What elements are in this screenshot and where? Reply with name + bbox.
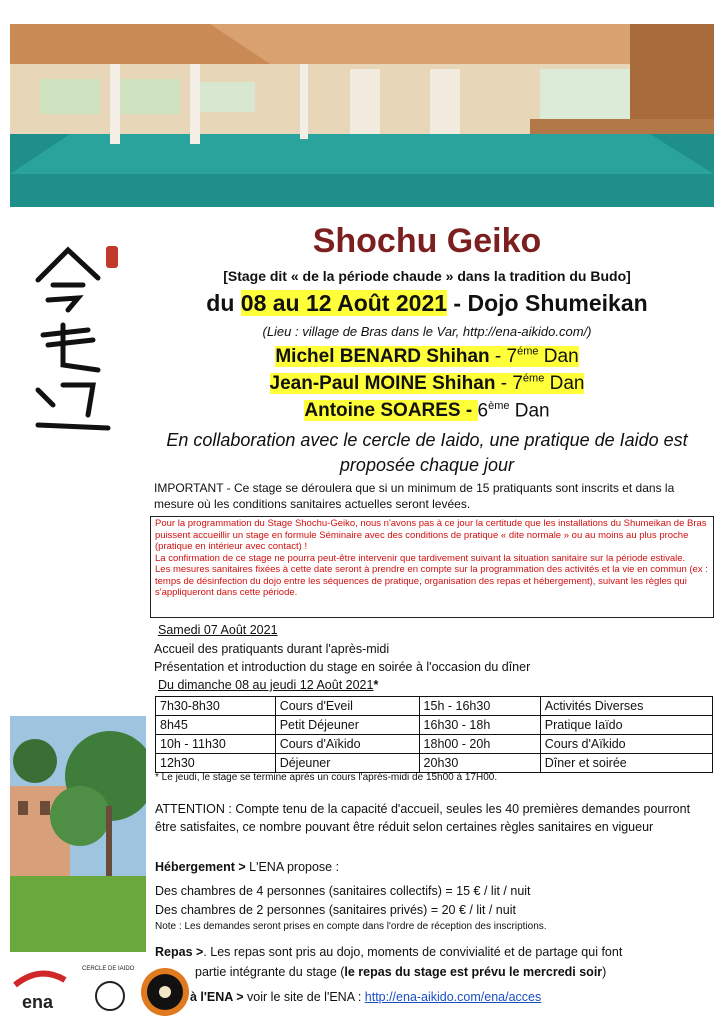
teacher-name: Michel BENARD Shihan <box>275 346 490 368</box>
location-line: (Lieu : village de Bras dans le Var, http://ena-aikido.com/) <box>262 324 592 339</box>
collaboration-text: En collaboration avec le cercle de Iaido, une pratique de Iaido est proposée chaque jour <box>166 430 688 475</box>
teacher-line: Antoine SOARES - 6ème Dan <box>304 400 550 422</box>
dates-highlight: 08 au 12 Août 2021 <box>240 290 448 316</box>
teacher-line: Michel BENARD Shihan - $7^{éme}$ Dan <box>275 346 579 368</box>
schedule-note: * Le jeudi, le stage se termine après un cours l'après-midi de 15h00 à 17H00. <box>155 772 498 783</box>
notice-paragraph: Pour la programmation du Stage Shochu-Geiko, nous n'avons pas à ce jour la certitude que les installations du Shumeikan de Bras puissent accueillir un stage en formule Séminaire avec des conditions de pratique « dite normale » ou au moins au plus proche (pratique en intérieur avec contact) ! <box>155 518 707 552</box>
table-row <box>156 716 713 735</box>
teacher-name: Antoine SOARES - <box>304 400 478 422</box>
page-title: Shochu Geiko <box>312 222 542 260</box>
saturday-heading: Samedi 07 Août 2021 <box>158 623 278 637</box>
dojo-photo <box>10 24 714 207</box>
table-cell: 20h30 <box>419 754 540 773</box>
saturday-line: Présentation et introduction du stage en soirée à l'occasion du dîner <box>154 660 531 674</box>
notice-paragraph: La confirmation de ce stage ne pourra peut-être intervenir que tardivement suivant la situation sanitaire sur la période estivale. <box>155 552 686 564</box>
table-cell: 12h30 <box>156 754 276 773</box>
aikido-calligraphy <box>18 240 128 440</box>
acces-line: à l'ENA > voir le site de l'ENA : http://ena-aikido.com/ena/acces <box>190 990 542 1004</box>
garden-photo <box>10 716 146 952</box>
table-cell: Petit Déjeuner <box>275 716 419 735</box>
notice-paragraph: Les mesures sanitaires fixées à cette date seront à prendre en compte sur la programmation des activités et la vie en commun (ex : temps de désinfection du dojo entre les séquences de pratique, organisation des repas et hébergement), suivant les règles qui s'appliqueront dans cette période. <box>155 564 708 598</box>
table-cell: 18h00 - 20h <box>419 735 540 754</box>
table-row <box>156 754 713 773</box>
sanitary-notice-box <box>150 516 714 618</box>
stage-dates <box>130 290 724 317</box>
table-row <box>156 735 713 754</box>
dates-prefix: du <box>206 290 241 316</box>
table-cell: Activités Diverses <box>540 697 712 716</box>
table-cell: 15h - 16h30 <box>419 697 540 716</box>
hebergement-heading: Hébergement > L'ENA propose : <box>155 860 340 874</box>
table-cell: 8h45 <box>156 716 276 735</box>
dates-suffix: - Dojo Shumeikan <box>447 290 648 316</box>
table-cell: Cours d'Aïkido <box>275 735 419 754</box>
table-cell: Pratique Iaïdo <box>540 716 712 735</box>
acces-link[interactable]: http://ena-aikido.com/ena/acces <box>364 990 542 1004</box>
table-cell: Dîner et soirée <box>540 754 712 773</box>
important-notice: IMPORTANT - Ce stage se déroulera que si un minimum de 15 pratiquants sont inscrits et dans la mesure où les conditions sanitaires actuelles seront levées. <box>154 481 675 511</box>
room-price: Des chambres de 2 personnes (sanitaires privés) = 20 € / lit / nuit <box>155 903 516 917</box>
teacher-name: Jean-Paul MOINE Shihan <box>269 373 496 395</box>
table-row <box>156 697 713 716</box>
ena-logo <box>15 974 65 1012</box>
table-cell: Cours d'Aïkido <box>540 735 712 754</box>
svg-text:ena: ena <box>22 992 54 1012</box>
logos <box>10 960 190 1020</box>
svg-text:CERCLE DE IAIDO: CERCLE DE IAIDO <box>82 966 135 972</box>
table-cell: 16h30 - 18h <box>419 716 540 735</box>
week-heading: Du dimanche 08 au jeudi 12 Août 2021* <box>158 678 379 692</box>
table-cell: 7h30-8h30 <box>156 697 276 716</box>
teacher-line: Jean-Paul MOINE Shihan - $7^{éme}$ Dan <box>269 373 585 395</box>
saturday-line: Accueil des pratiquants durant l'après-midi <box>154 642 390 656</box>
table-cell: Cours d'Eveil <box>275 697 419 716</box>
repas-text: Repas >. Les repas sont pris au dojo, moments de convivialité et de partage qui font partie intégrante du stage (le repas du stage est prévu le mercredi soir) <box>155 945 623 979</box>
room-price: Des chambres de 4 personnes (sanitaires collectifs) = 15 € / lit / nuit <box>155 884 531 898</box>
attention-text: ATTENTION : Compte tenu de la capacité d'accueil, seules les 40 premières demandes pourront être satisfaites, ce nombre pouvant être réduit selon certaines règles sanitaires en vigueur <box>155 802 691 834</box>
schedule-table <box>155 696 713 773</box>
cercle-iaido-logo <box>82 966 135 1010</box>
table-cell: Déjeuner <box>275 754 419 773</box>
rooms-note: Note : Les demandes seront prises en compte dans l'ordre de réception des inscriptions. <box>155 921 547 932</box>
page-subtitle: [Stage dit « de la période chaude » dans la tradition du Budo] <box>223 268 631 284</box>
kamon-logo <box>141 968 189 1016</box>
table-cell: 10h - 11h30 <box>156 735 276 754</box>
